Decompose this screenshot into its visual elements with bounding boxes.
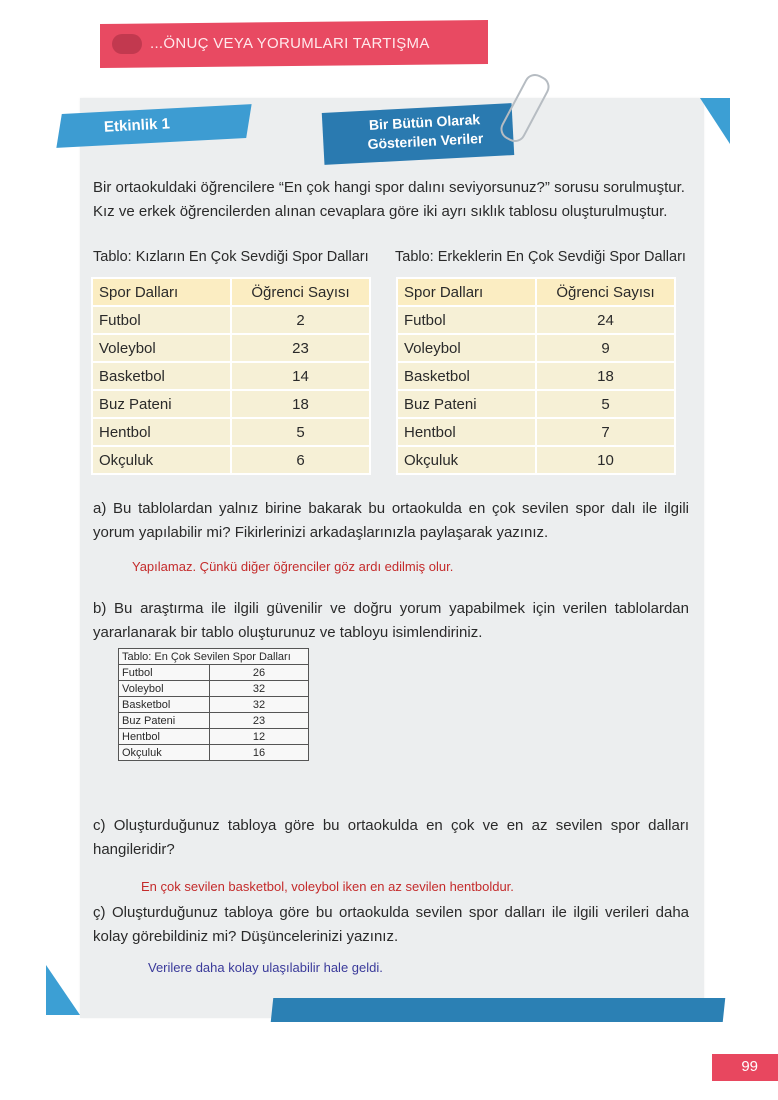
sport-cell: Hentbol [397, 418, 536, 446]
sport-cell: Futbol [119, 665, 210, 681]
count-cell: 5 [231, 418, 370, 446]
count-cell: 14 [231, 362, 370, 390]
answer-cc: Verilere daha kolay ulaşılabilir hale geldi. [148, 960, 383, 975]
table-row [397, 306, 675, 334]
table-row [397, 390, 675, 418]
sport-cell: Voleybol [397, 334, 536, 362]
boys-table [396, 277, 676, 475]
question-a: a) Bu tablolardan yalnız birine bakarak bu ortaokulda en çok sevilen spor dalı ile ilgili yorum yapılabilir mi? Fikirlerinizi arkadaşlarınızla paylaşarak yazınız. [93, 500, 689, 541]
question-c: c) Oluşturduğunuz tabloya göre bu ortaokulda en çok ve en az sevilen spor dalları hangileridir? [93, 817, 689, 858]
sport-cell: Buz Pateni [397, 390, 536, 418]
table-title-row [119, 649, 309, 665]
sport-cell: Basketbol [397, 362, 536, 390]
table-row [92, 362, 370, 390]
sport-cell: Okçuluk [119, 745, 210, 761]
boys-table-caption: Tablo: Erkeklerin En Çok Sevdiği Spor Dalları [395, 249, 686, 265]
table-row [92, 446, 370, 474]
girls-table [91, 277, 371, 475]
count-cell: 23 [210, 713, 309, 729]
count-cell: 32 [210, 681, 309, 697]
column-header: Öğrenci Sayısı [231, 278, 370, 306]
table-row [119, 745, 309, 761]
count-cell: 12 [210, 729, 309, 745]
topic-line-2: Gösterilen Veriler [367, 129, 484, 153]
bottom-band-decoration [271, 998, 726, 1022]
topic-line-1: Bir Bütün Olarak [368, 111, 481, 133]
count-cell: 18 [536, 362, 675, 390]
count-cell: 5 [536, 390, 675, 418]
table-row [397, 446, 675, 474]
count-cell: 10 [536, 446, 675, 474]
count-cell: 23 [231, 334, 370, 362]
table-row [397, 334, 675, 362]
sport-cell: Basketbol [119, 697, 210, 713]
combined-table-title: Tablo: En Çok Sevilen Spor Dalları [119, 649, 309, 665]
table-header-row [92, 278, 370, 306]
table-row [119, 729, 309, 745]
sport-cell: Voleybol [119, 681, 210, 697]
count-cell: 18 [231, 390, 370, 418]
count-cell: 16 [210, 745, 309, 761]
activity-label: Etkinlik 1 [103, 115, 171, 136]
table-row [119, 713, 309, 729]
question-cc: ç) Oluşturduğunuz tabloya göre bu ortaokulda sevilen spor dalları ile ilgili verileri daha kolay görebildiniz mi? Düşüncelerinizi yazınız. [93, 904, 689, 945]
sport-cell: Basketbol [92, 362, 231, 390]
table-row [397, 418, 675, 446]
unit-emblem-icon [112, 34, 142, 54]
column-header: Spor Dalları [397, 278, 536, 306]
table-row [92, 334, 370, 362]
sport-cell: Hentbol [119, 729, 210, 745]
sport-cell: Buz Pateni [119, 713, 210, 729]
page-number: 99 [712, 1054, 778, 1081]
count-cell: 9 [536, 334, 675, 362]
count-cell: 7 [536, 418, 675, 446]
combined-table [118, 648, 309, 761]
count-cell: 24 [536, 306, 675, 334]
intro-text [93, 176, 693, 224]
table-row [119, 681, 309, 697]
answer-a: Yapılamaz. Çünkü diğer öğrenciler göz ardı edilmiş olur. [132, 559, 454, 574]
intro-line-2: Kız ve erkek öğrencilerden alınan cevaplara göre iki ayrı sıklık tablosu oluşturulmuştur. [93, 203, 668, 220]
sport-cell: Futbol [92, 306, 231, 334]
table-row [92, 306, 370, 334]
column-header: Spor Dalları [92, 278, 231, 306]
count-cell: 2 [231, 306, 370, 334]
question-b: b) Bu araştırma ile ilgili güvenilir ve doğru yorum yapabilmek için verilen tablolardan yararlanarak bir tablo oluşturunuz ve tabloyu isimlendiriniz. [93, 600, 689, 641]
sport-cell: Buz Pateni [92, 390, 231, 418]
table-row [119, 665, 309, 681]
count-cell: 26 [210, 665, 309, 681]
sport-cell: Okçuluk [397, 446, 536, 474]
girls-table-caption: Tablo: Kızların En Çok Sevdiği Spor Dalları [93, 249, 369, 265]
table-row [119, 697, 309, 713]
section-title: ...ÖNUÇ VEYA YORUMLARI TARTIŞMA [150, 35, 430, 52]
sport-cell: Futbol [397, 306, 536, 334]
sport-cell: Okçuluk [92, 446, 231, 474]
answer-c: En çok sevilen basketbol, voleybol iken en az sevilen hentboldur. [141, 879, 514, 894]
table-row [92, 418, 370, 446]
table-row [92, 390, 370, 418]
column-header: Öğrenci Sayısı [536, 278, 675, 306]
corner-decoration [700, 98, 730, 144]
sport-cell: Voleybol [92, 334, 231, 362]
count-cell: 6 [231, 446, 370, 474]
table-row [397, 362, 675, 390]
table-header-row [397, 278, 675, 306]
count-cell: 32 [210, 697, 309, 713]
intro-line-1: Bir ortaokuldaki öğrencilere “En çok hangi spor dalını seviyorsunuz?” sorusu sorulmuştur. [93, 179, 685, 196]
sport-cell: Hentbol [92, 418, 231, 446]
corner-decoration [46, 965, 80, 1015]
